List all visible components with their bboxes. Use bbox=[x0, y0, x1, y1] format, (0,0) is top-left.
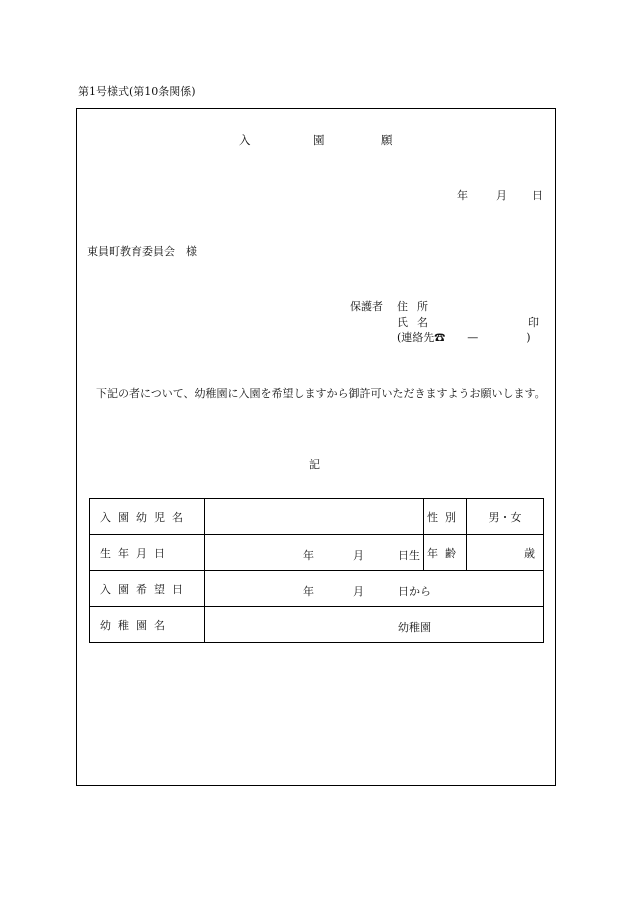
school-name-field[interactable] bbox=[205, 607, 544, 643]
table-row bbox=[90, 499, 544, 535]
guardian-label: 保護者 bbox=[350, 300, 383, 313]
birth-date-field[interactable] bbox=[205, 535, 424, 571]
date-day: 日 bbox=[532, 189, 543, 202]
seal-mark: 印 bbox=[528, 316, 539, 329]
table-row bbox=[90, 535, 544, 571]
child-name-label: 入園幼児名 bbox=[90, 499, 205, 535]
desired-year: 年 bbox=[303, 585, 314, 598]
child-name-field[interactable] bbox=[205, 499, 424, 535]
application-form-frame bbox=[76, 108, 556, 786]
request-text: 下記の者について、幼稚園に入園を希望しますから御許可いただきますようお願いします。 bbox=[96, 387, 546, 400]
desired-date-field[interactable] bbox=[205, 571, 544, 607]
title-char-3: 願 bbox=[381, 133, 393, 147]
desired-day: 日から bbox=[398, 585, 431, 598]
age-label: 年齢 bbox=[424, 535, 467, 571]
table-row bbox=[90, 607, 544, 643]
title-char-1: 入 bbox=[239, 133, 251, 147]
address-label: 住所 bbox=[397, 300, 437, 313]
addressee: 東員町教育委員会 様 bbox=[87, 245, 197, 258]
entry-table bbox=[89, 498, 544, 643]
age-field[interactable]: 歳 bbox=[467, 535, 544, 571]
contact-close: ) bbox=[526, 331, 531, 344]
sex-field[interactable]: 男・女 bbox=[467, 499, 544, 535]
birth-year: 年 bbox=[303, 549, 314, 562]
school-suffix: 幼稚園 bbox=[398, 621, 431, 634]
table-row bbox=[90, 571, 544, 607]
date-year: 年 bbox=[457, 189, 468, 202]
desired-month: 月 bbox=[353, 585, 364, 598]
contact-open: (連絡先 bbox=[397, 331, 435, 344]
date-month: 月 bbox=[496, 189, 507, 202]
contact-line bbox=[397, 332, 531, 343]
school-name-label: 幼稚園名 bbox=[90, 607, 205, 643]
sex-label: 性別 bbox=[424, 499, 467, 535]
name-label: 氏名 bbox=[397, 316, 437, 329]
ki-heading: 記 bbox=[309, 458, 320, 471]
birth-date-label: 生年月日 bbox=[90, 535, 205, 571]
form-number-label: 第1号様式(第10条関係) bbox=[78, 85, 196, 98]
desired-date-label: 入園希望日 bbox=[90, 571, 205, 607]
birth-day: 日生 bbox=[398, 549, 420, 562]
phone-icon: ☎ bbox=[434, 331, 446, 344]
contact-dash: — bbox=[467, 331, 479, 344]
title-char-2: 園 bbox=[313, 133, 325, 147]
birth-month: 月 bbox=[353, 549, 364, 562]
